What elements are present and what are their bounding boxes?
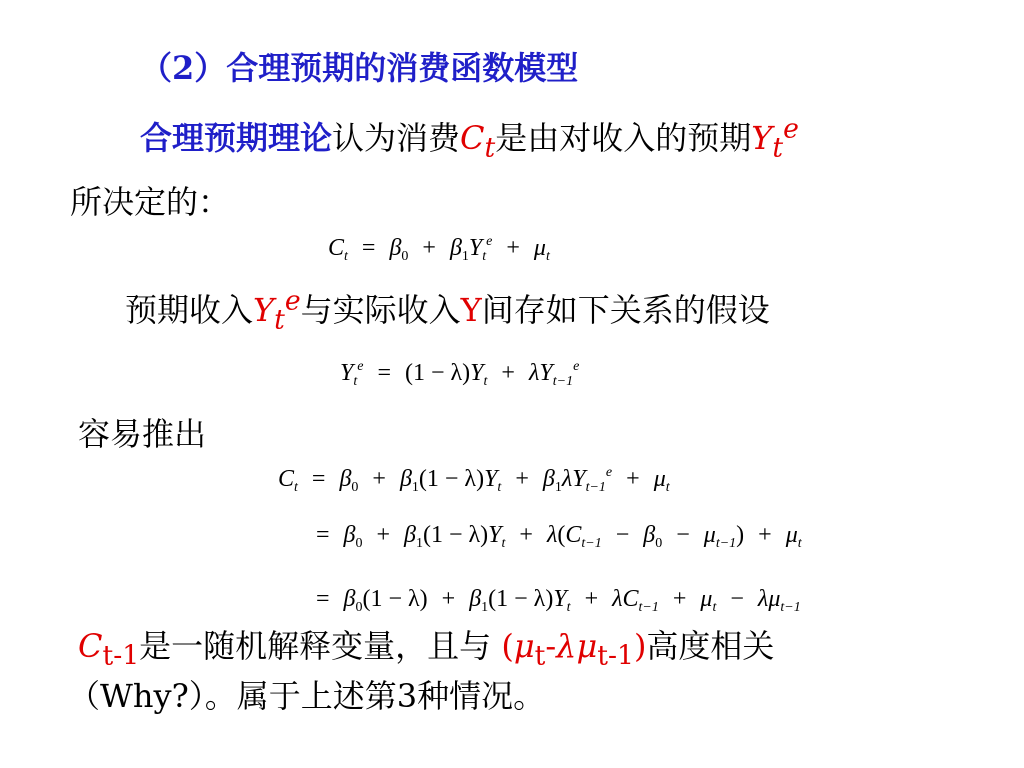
equation-derived-1: $C_t = \beta_0 + \beta_1(1 - \lambda)Y_t + \beta_1\lambda Y_{t-1}^e + \mu_t$ — [278, 465, 670, 495]
y-real-symbol: Y — [460, 291, 482, 329]
equation-derived-3: = $\beta_0(1 - \lambda) + \beta_1(1 - \lambda)Y_t + \lambda C_{t-1} + \mu_t - \lambda\mu_{t-1}$ — [316, 586, 801, 615]
equation-consumption: $C_t = \beta_0 + \beta_1Y_t^e + \mu_t$ — [328, 234, 550, 264]
equation-expectation: $Y_t^e = (1 - \lambda)Y_t + \lambda Y_{t-1}^e$ — [340, 359, 580, 389]
error-term-expression: $(\mu_t-\lambda\mu_{t-1})$ — [501, 627, 647, 672]
theory-term: 合理预期理论 — [140, 119, 333, 157]
conclusion-line-1: $C_{t-1}$是一随机解释变量，且与 $(\mu_t-\lambda\mu_{t-1})$高度相关 — [78, 627, 775, 672]
derive-label: 容易推出 — [78, 415, 207, 453]
intro-text-2: 是由对收入的预期 — [495, 119, 752, 157]
y-expected-symbol-2: $Y_t^e$ — [253, 285, 301, 336]
assumption-line: 预期收入$Y_t^e$与实际收入Y间存如下关系的假设 — [125, 285, 770, 336]
equation-derived-2: = $\beta_0 + \beta_1(1 - \lambda)Y_t + \lambda(C_{t-1} - \beta_0 - \mu_{t-1}) + \mu_t$ — [316, 522, 802, 551]
section-heading: （2）合理预期的消费函数模型 — [140, 49, 579, 87]
c-lagged-symbol: $C_{t-1}$ — [78, 627, 140, 672]
intro-line-2: 所决定的： — [70, 183, 231, 221]
intro-line — [140, 113, 799, 164]
conclusion-line-2: （Why?）。属于上述第3种情况。 — [68, 677, 546, 715]
intro-text-1: 认为消费 — [332, 119, 461, 157]
c-symbol: $C_t$ — [460, 119, 496, 164]
y-expected-symbol: $Y_t^e$ — [751, 113, 799, 164]
